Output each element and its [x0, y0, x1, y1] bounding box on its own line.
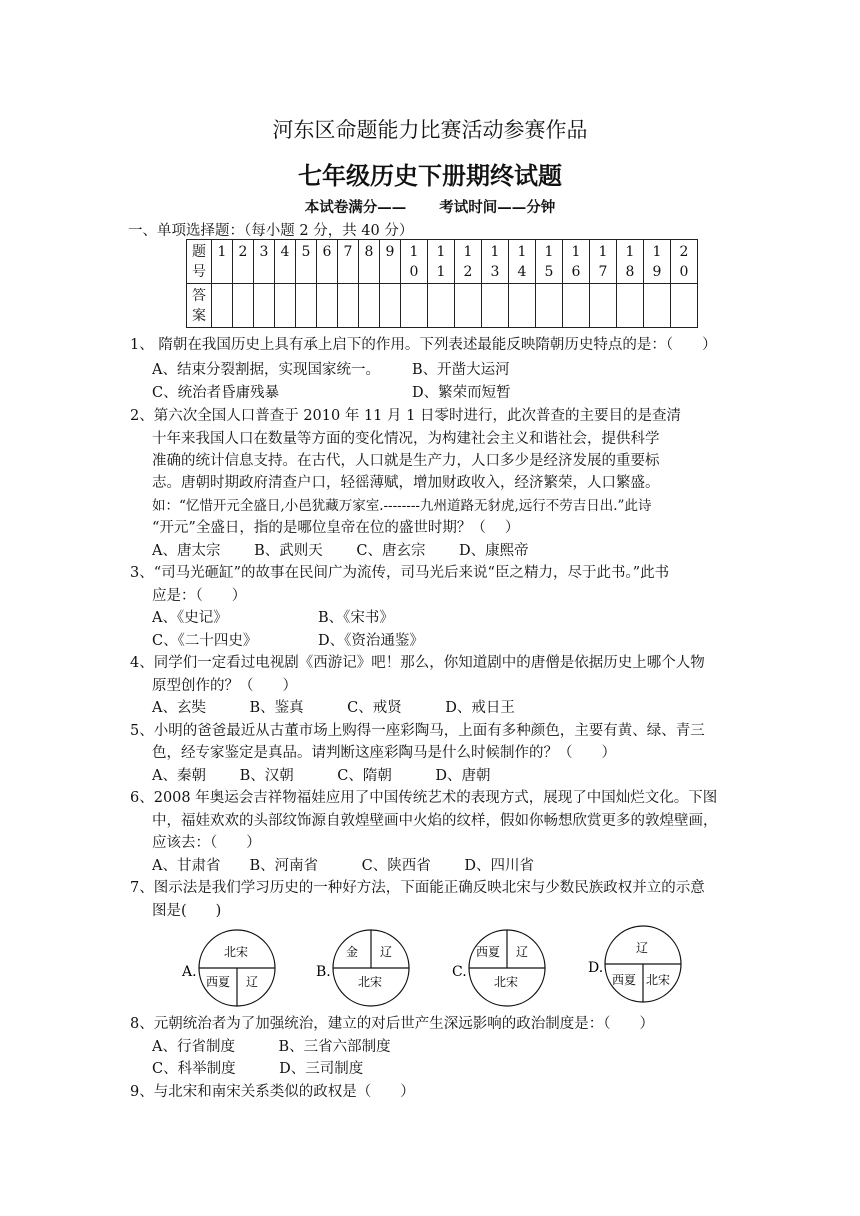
full-score-text: 本试卷满分—— — [304, 199, 407, 216]
grid-number-cell: 1 — [212, 240, 233, 284]
question-6-options: A、甘肃省 B、河南省 C、陕西省 D、四川省 — [152, 858, 534, 874]
super-title: 河东区命题能力比赛活动参赛作品 — [272, 118, 588, 142]
question-8-stem: 8、元朝统治者为了加强统治，建立的对后世产生深远影响的政治制度是：（ ） — [130, 1016, 654, 1032]
diagram-a-bottom-left: 西夏 — [206, 975, 231, 989]
question-6-line: 中，福娃欢欢的头部纹饰源自敦煌壁画中火焰的纹样，假如你畅想欣赏更多的敦煌壁画， — [152, 813, 718, 829]
answer-cell[interactable] — [644, 284, 671, 328]
question-2-line: 2、第六次全国人口普查于 2010 年 11 月 1 日零时进行，此次普查的主要目的是查清 — [130, 408, 681, 424]
answer-cell[interactable] — [212, 284, 233, 328]
diagram-a-bottom-right: 辽 — [246, 975, 259, 989]
grid-number-cell: 1 9 — [644, 240, 671, 284]
grid-number-cell: 1 6 — [563, 240, 590, 284]
grid-label-answer: 答 案 — [187, 284, 212, 328]
question-9-stem: 9、与北宋和南宋关系类似的政权是（ ） — [130, 1084, 415, 1100]
question-2-line: 十年来我国人口在数量等方面的变化情况，为构建社会主义和谐社会，提供科学 — [152, 431, 660, 447]
diagram-c-top-left: 西夏 — [476, 945, 501, 959]
answer-grid-number-row — [187, 240, 698, 284]
question-3-option-c: C、《二十四史》 — [152, 633, 258, 649]
question-4-line: 原型创作的？（ ） — [152, 678, 297, 694]
question-6-line: 应该去：（ ） — [152, 835, 261, 851]
answer-cell[interactable] — [671, 284, 698, 328]
question-3-line: 3、“司马光砸缸”的故事在民间广为流传，司马光后来说“臣之精力，尽于此书。”此书 — [130, 565, 670, 581]
answer-cell[interactable] — [590, 284, 617, 328]
answer-cell[interactable] — [233, 284, 254, 328]
answer-cell[interactable] — [428, 284, 455, 328]
question-1-option-a: A、结束分裂割据，实现国家统一。 — [152, 362, 380, 378]
exam-meta — [0, 196, 860, 217]
diagram-a-label: A. — [182, 964, 197, 980]
question-2-line: 如：“忆惜开元全盛日,小邑犹藏万家室.--------九州道路无豺虎,远行不劳吉日出.”此诗 — [152, 498, 652, 514]
grid-number-cell: 1 3 — [482, 240, 509, 284]
question-2-line: “开元”全盛日，指的是哪位皇帝在位的盛世时期？（ ） — [152, 520, 520, 536]
grid-number-cell: 1 2 — [455, 240, 482, 284]
answer-cell[interactable] — [296, 284, 317, 328]
grid-label-number: 题 号 — [187, 240, 212, 284]
question-5-line: 色，经专家鉴定是真品。请判断这座彩陶马是什么时候制作的？（ ） — [152, 745, 616, 761]
diagram-d-top: 辽 — [636, 941, 649, 955]
answer-cell[interactable] — [617, 284, 644, 328]
question-7-diagrams — [170, 924, 710, 1014]
diagram-b-bottom: 北宋 — [358, 975, 383, 989]
question-5-options: A、秦朝 B、汉朝 C、隋朝 D、唐朝 — [152, 768, 491, 784]
question-4-line: 4、同学们一定看过电视剧《西游记》吧！那么，你知道剧中的唐僧是依据历史上哪个人物 — [130, 655, 705, 671]
grid-number-cell: 1 1 — [428, 240, 455, 284]
diagram-b-top-right: 辽 — [380, 945, 393, 959]
answer-grid-answer-row — [187, 284, 698, 328]
question-6-line: 6、2008 年奥运会吉祥物福娃应用了中国传统艺术的表现方式，展现了中国灿烂文化。下图 — [130, 790, 718, 806]
answer-cell[interactable] — [317, 284, 338, 328]
question-2-line: 志。唐朝时期政府清查户口，轻徭薄赋，增加财政收入，经济繁荣，人口繁盛。 — [152, 475, 660, 491]
answer-cell[interactable] — [536, 284, 563, 328]
question-1-option-c: C、统治者昏庸残暴 — [152, 385, 280, 401]
diagram-b-label: B. — [316, 964, 331, 980]
page-title: 七年级历史下册期终试题 — [298, 161, 562, 190]
grid-number-cell: 4 — [275, 240, 296, 284]
answer-grid — [186, 239, 698, 328]
grid-number-cell: 1 4 — [509, 240, 536, 284]
grid-number-cell: 5 — [296, 240, 317, 284]
grid-number-cell: 1 0 — [401, 240, 428, 284]
grid-number-cell: 1 7 — [590, 240, 617, 284]
question-4-options: A、玄奘 B、鉴真 C、戒贤 D、戒日王 — [152, 700, 515, 716]
answer-cell[interactable] — [401, 284, 428, 328]
diagram-d-label: D. — [588, 960, 604, 976]
question-2-options: A、唐太宗 B、武则天 C、唐玄宗 D、康熙帝 — [152, 543, 529, 559]
question-1-option-d: D、繁荣而短暂 — [412, 385, 511, 401]
diagram-d-bottom-left: 西夏 — [612, 973, 637, 987]
answer-cell[interactable] — [380, 284, 401, 328]
grid-number-cell: 1 8 — [617, 240, 644, 284]
diagram-c-bottom: 北宋 — [494, 975, 519, 989]
grid-number-cell: 6 — [317, 240, 338, 284]
question-3-option-a: A、《史记》 — [152, 610, 228, 626]
answer-cell[interactable] — [338, 284, 359, 328]
question-3-option-d: D、《资治通鉴》 — [318, 633, 424, 649]
question-3-line: 应是：（ ） — [152, 588, 247, 604]
grid-number-cell: 3 — [254, 240, 275, 284]
diagram-d-bottom-right: 北宋 — [646, 973, 671, 987]
question-7-line: 7、图示法是我们学习历史的一种好方法，下面能正确反映北宋与少数民族政权并立的示意 — [130, 880, 705, 896]
diagram-c-top-right: 辽 — [516, 945, 529, 959]
answer-cell[interactable] — [563, 284, 590, 328]
diagram-a-top: 北宋 — [224, 945, 249, 959]
question-8-options-ab: A、行省制度 B、三省六部制度 — [152, 1039, 391, 1055]
grid-number-cell: 9 — [380, 240, 401, 284]
grid-number-cell: 8 — [359, 240, 380, 284]
section-heading: 一、单项选择题：（每小题 2 分，共 40 分） — [128, 223, 414, 239]
exam-time-text: 考试时间——分钟 — [439, 199, 556, 216]
diagram-c-label: C. — [452, 964, 467, 980]
grid-number-cell: 1 5 — [536, 240, 563, 284]
answer-cell[interactable] — [455, 284, 482, 328]
answer-cell[interactable] — [359, 284, 380, 328]
answer-cell[interactable] — [482, 284, 509, 328]
grid-number-cell: 7 — [338, 240, 359, 284]
question-8-options-cd: C、科举制度 D、三司制度 — [152, 1061, 364, 1077]
grid-number-cell: 2 0 — [671, 240, 698, 284]
answer-cell[interactable] — [254, 284, 275, 328]
answer-cell[interactable] — [275, 284, 296, 328]
question-7-line: 图是( ) — [152, 903, 222, 919]
grid-number-cell: 2 — [233, 240, 254, 284]
question-1-stem: 1、 隋朝在我国历史上具有承上启下的作用。下列表述最能反映隋朝历史特点的是：（ ） — [130, 337, 717, 353]
question-5-line: 5、小明的爸爸最近从古董市场上购得一座彩陶马，上面有多种颜色，主要有黄、绿、青三 — [130, 723, 705, 739]
answer-cell[interactable] — [509, 284, 536, 328]
question-3-option-b: B、《宋书》 — [318, 610, 394, 626]
question-2-line: 准确的统计信息支持。在古代，人口就是生产力，人口多少是经济发展的重要标 — [152, 453, 660, 469]
diagram-b-top-left: 金 — [346, 945, 359, 959]
question-1-option-b: B、开凿大运河 — [412, 362, 510, 378]
